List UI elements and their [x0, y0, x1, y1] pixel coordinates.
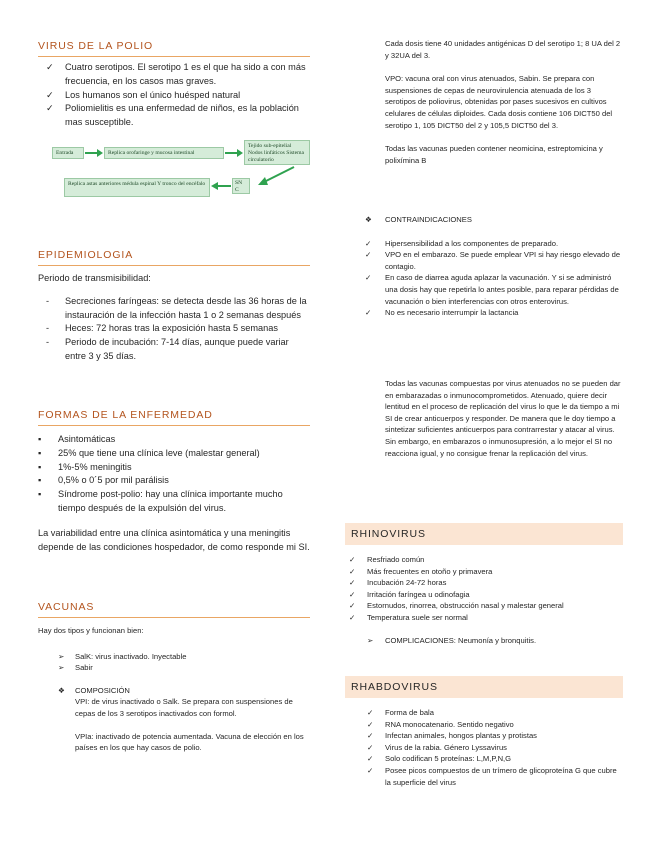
dash-marker: - — [46, 295, 50, 306]
list-item: ✓ No es necesario interrumpir la lactancia — [365, 308, 519, 318]
check-icon: ✓ — [367, 765, 374, 775]
list-item: ✓ Hipersensibilidad a los componentes de preparado. — [365, 238, 559, 248]
section-rhinovirus — [345, 523, 623, 646]
arrow-right-icon — [225, 149, 243, 157]
section-formas — [38, 407, 310, 554]
vacunas-intro: Hay dos tipos y funcionan bien: — [38, 626, 144, 635]
arrow-down-left-icon — [256, 166, 296, 188]
vacunas-types — [38, 651, 310, 674]
dash-marker: - — [46, 323, 50, 334]
square-bullet-icon: ▪ — [38, 447, 42, 458]
contraindicaciones-block — [365, 214, 623, 319]
diagram-box-entrada: Entrada — [52, 147, 84, 159]
check-icon: ✓ — [349, 566, 356, 576]
polio-pathway-diagram — [38, 140, 310, 204]
arrow-bullet-icon: ➢ — [367, 635, 374, 645]
arrow-left-icon — [211, 182, 231, 190]
list-item: ✓ Temperatura suele ser normal — [349, 612, 468, 622]
complicaciones-row: ➢ COMPLICACIONES: Neumonía y bronquitis. — [367, 635, 537, 645]
list-item: ✓ Más frecuentes en otoño y primavera — [349, 566, 493, 576]
list-item: ✓ VPO en el embarazo. Se puede emplear VPI si hay riesgo elevado de contagio. — [365, 250, 621, 271]
contienen-text: Todas las vacunas pueden contener neomicina, estreptomicina y polixímina B — [385, 144, 603, 165]
rhinovirus-list — [345, 554, 623, 624]
check-icon: ✓ — [46, 103, 54, 114]
section-rhabdovirus — [345, 676, 623, 788]
list-item: ✓ RNA monocatenario. Sentido negativo — [367, 719, 514, 729]
list-item: ✓ Solo codifican 5 proteínas: L,M,P,N,G — [367, 754, 512, 764]
vpi-text: VPI: de virus inactivado o Salk. Se prepara con suspensiones de cepas de los 3 serotipos inactivados con formol. — [75, 697, 293, 718]
diagram-box-replica-orofaringe: Replica orofaringe y mucosa intestinal — [104, 147, 224, 159]
atenuados-paragraph: Todas las vacunas compuestas por virus atenuados no se pueden dar en embarazadas o inmunocomprometidos. Atenuado, quiere decir lentitud en el proceso de replicación del virus lo que le da tiempo a mi SI de crear anticuerpos y responder. De manera que le doy tiempo a sintetizar suficientes anticuerpos para contrarrestar y atacar al virus. Sin embargo, en embarazos o inmunosupresión, a lo mejor el SI no reacciona igual, y no consigue frenar la replicación del virus. — [385, 379, 621, 458]
arrow-bullet-icon: ➢ — [58, 663, 65, 673]
arrow-right-icon — [85, 149, 103, 157]
check-icon: ✓ — [365, 273, 372, 283]
list-item: ➢ SalK: virus inactivado. Inyectable — [58, 651, 187, 661]
polio-heading: VIRUS DE LA POLIO — [38, 38, 310, 57]
list-item: ✓ Poliomielitis es una enfermedad de niños, es la población mas susceptible. — [46, 103, 299, 128]
check-icon: ✓ — [349, 578, 356, 588]
list-item: ✓ Los humanos son el único huésped natural — [46, 89, 310, 103]
check-icon: ✓ — [367, 731, 374, 741]
check-icon: ✓ — [349, 612, 356, 622]
check-icon: ✓ — [46, 89, 54, 100]
list-item: ✓ Forma de bala — [367, 708, 434, 717]
check-icon: ✓ — [46, 62, 54, 72]
check-icon: ✓ — [367, 708, 374, 717]
list-item: ✓ En caso de diarrea aguda aplazar la vacunación. Y si se administró una dosis hay que repetirla lo antes posible, para reparar pérdidas de vacunación o bien interferencias con otros enterovirus. — [365, 273, 619, 306]
square-bullet-icon: ▪ — [38, 461, 42, 472]
vacunas-continued — [385, 38, 623, 166]
arrow-bullet-icon: ➢ — [58, 651, 65, 661]
section-epidemiologia — [38, 247, 310, 364]
check-icon: ✓ — [349, 555, 356, 564]
epidemiologia-heading: EPIDEMIOLOGIA — [38, 247, 310, 266]
list-item: ✓ Virus de la rabia. Género Lyssavirus — [367, 742, 507, 752]
list-item: - Secreciones faríngeas: se detecta desde las 36 horas de la instauración de la infección hasta 1 o 2 semanas después — [46, 295, 307, 320]
list-item: ✓ Incubación 24-72 horas — [349, 578, 447, 588]
list-item: ✓ Posee picos compuestos de un trímero de glicoproteína G que cubre la superficie del virus — [367, 765, 617, 787]
list-item: ✓ Cuatro serotipos. El serotipo 1 es el que ha sido a con más frecuencia, en los casos mas graves. — [46, 62, 306, 86]
polio-bullets — [38, 61, 310, 130]
section-vacunas — [38, 599, 310, 754]
list-item: ✓ Irritación faríngea u odinofagia — [349, 589, 470, 599]
contraindicaciones-label-row: ❖ CONTRAINDICACIONES — [365, 215, 472, 224]
formas-paragraph: La variabilidad entre una clínica asintomática y una meningitis depende de las condiciones hospedador, de como responde mi SI. — [38, 527, 310, 552]
list-item: ➢ Sabir — [58, 663, 93, 673]
vpo-text: VPO: vacuna oral con virus atenuados, Sabin. Se prepara con suspensiones de cepas de neurovirulencia atenuada de los 3 serotipos de poliovirus, obtenidas por pases sucesivos en cultivos celulares de células diploides. Cada dosis contiene 106 DICT50 del serotipo 1, 105 DICT50 del 2 y 105,5 DICT50 del 3. — [385, 74, 613, 130]
epidemiologia-list — [38, 295, 310, 364]
check-icon: ✓ — [365, 308, 372, 318]
section-polio — [38, 38, 310, 204]
rhabdovirus-heading: RHABDOVIRUS — [345, 676, 623, 698]
list-item: ▪ 0,5% o 0´5 por mil parálisis — [38, 474, 310, 488]
rhabdovirus-list — [345, 707, 623, 788]
list-item: ▪ 25% que tiene una clínica leve (malestar general) — [38, 447, 310, 461]
rhinovirus-heading: RHINOVIRUS — [345, 523, 623, 545]
dash-marker: - — [46, 337, 50, 348]
formas-heading: FORMAS DE LA ENFERMEDAD — [38, 407, 310, 426]
check-icon: ✓ — [367, 742, 374, 752]
list-item: ✓ Estornudos, rinorrea, obstrucción nasal y malestar general — [349, 601, 564, 611]
diagram-box-replica-astas: Replica astas anteriores médula espinal Y tronco del encéfalo — [64, 178, 210, 197]
epidemiologia-intro: Periodo de transmisibilidad: — [38, 273, 151, 283]
list-item: - Periodo de incubación: 7-14 días, aunque puede variar entre 3 y 35 días. — [46, 337, 289, 361]
check-icon: ✓ — [367, 719, 374, 729]
diamond-bullet-icon: ❖ — [58, 685, 65, 695]
check-icon: ✓ — [367, 754, 374, 764]
vacunas-heading: VACUNAS — [38, 599, 310, 618]
diagram-box-snc: SN C — [232, 178, 250, 194]
composicion-block — [38, 685, 310, 754]
list-item: - Heces: 72 horas tras la exposición hasta 5 semanas — [46, 322, 310, 336]
square-bullet-icon: ▪ — [38, 434, 42, 444]
check-icon: ✓ — [365, 238, 372, 248]
list-item: ▪ 1%-5% meningitis — [38, 461, 310, 475]
diamond-bullet-icon: ❖ — [365, 215, 372, 224]
composicion-label-row: ❖ COMPOSICIÓN — [58, 685, 130, 695]
list-item: ▪ Asintomáticas — [38, 433, 310, 447]
dosis-text: Cada dosis tiene 40 unidades antigénicas D del serotipo 1; 8 UA del 2 y 32UA del 3. — [385, 39, 621, 60]
check-icon: ✓ — [349, 601, 356, 611]
contraindicaciones-list — [365, 238, 623, 319]
list-item: ✓ Infectan animales, hongos plantas y protistas — [367, 731, 537, 741]
formas-list — [38, 433, 310, 516]
list-item: ▪ Síndrome post-polio: hay una clínica importante mucho tiempo después de la expulsión del virus. — [38, 489, 283, 513]
square-bullet-icon: ▪ — [38, 489, 42, 500]
list-item: ✓ Resfriado común — [349, 555, 425, 564]
check-icon: ✓ — [349, 589, 356, 599]
diagram-box-tejido: Tejido sub-epitelial Nodos linfáticos Sistema circulatorio — [244, 140, 310, 165]
check-icon: ✓ — [365, 250, 372, 260]
square-bullet-icon: ▪ — [38, 475, 42, 486]
vpia-text: VPIa: inactivado de potencia aumentada. Vacuna de elección en los países en los que hay casos de polio. — [75, 731, 304, 753]
